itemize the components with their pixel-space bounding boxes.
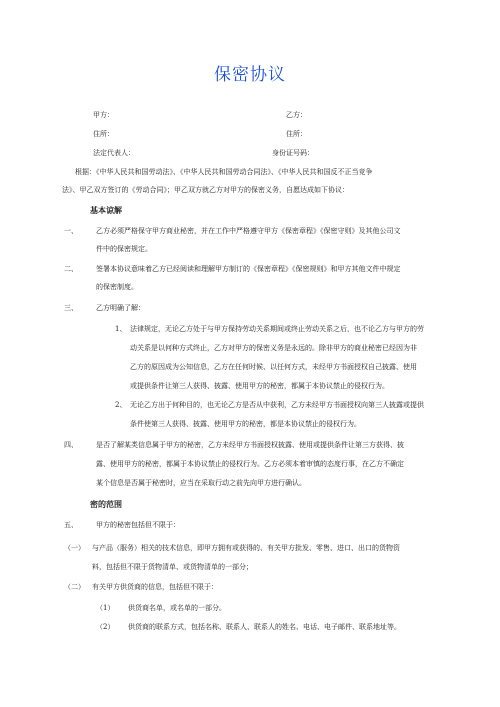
- sub-item-text: 法律规定，无论乙方处于与甲方保持劳动关系期间或终止劳动关系之后，也不论乙方与甲方的劳: [130, 325, 424, 333]
- basis-line: 法》、甲乙双方签订的《劳动合同》；甲乙双方就乙方对甲方的保密义务，自愿达成如下协议：: [62, 186, 349, 194]
- sub-item-number: 1、: [115, 325, 127, 333]
- sub-item-number: （二）: [64, 583, 85, 591]
- item-number: 二、: [64, 265, 78, 273]
- item-text: 乙方明确了解：: [96, 304, 145, 312]
- item-text: 签署本协议意味着乙方已经阅读和理解甲方制订的《保密章程》《保密规则》和甲方其他文件中规定: [96, 265, 401, 273]
- address-b-label: 住所：: [286, 130, 307, 138]
- sub-item-text: 无论乙方出于何种目的，也无论乙方是否从中获利，乙方未经甲方书面授权向第三人披露或提供: [130, 401, 424, 409]
- item-text: 露、使用甲方的秘密，都属于本协议禁止的侵权行为。乙方必须本着审慎的态度行事，在乙方不确定: [96, 460, 404, 468]
- sub-item-text: 与产品（服务）相关的技术信息，即甲方拥有或获得的、有关甲方批发、零售、进口、出口的货物资: [92, 544, 400, 552]
- sub-item-text: 动关系是以何种方式终止，乙方对甲方的保密义务是永远的。除非甲方的商业秘密已经因为非: [130, 344, 417, 352]
- sub-item-text: 或提供条件让第三人获得、披露、使用甲方的秘密，都属于本协议禁止的侵权行为。: [130, 382, 389, 390]
- sub-item-text: 条件使第三人获得、披露、使用甲方的秘密，都是本协议禁止的侵权行为。: [130, 420, 361, 428]
- address-a-label: 住所：: [93, 130, 114, 138]
- item-text: 的保密制度。: [96, 283, 138, 291]
- list-item-number: （2）: [96, 623, 115, 631]
- item-number: 一、: [64, 227, 78, 235]
- sub-item-number: （一）: [64, 544, 85, 552]
- legal-rep-label: 法定代表人：: [93, 149, 135, 157]
- list-item-text: 供货商名单，或名单的一部分。: [128, 604, 226, 612]
- item-number: 五、: [64, 521, 78, 529]
- party-a-label: 甲方：: [93, 111, 114, 119]
- sub-item-text: 料，包括但不限于货物清单、或货物清单的一部分；: [92, 563, 253, 571]
- id-number-label: 身份证号码：: [272, 149, 314, 157]
- item-text: 乙方必须严格保守甲方商业秘密，并在工作中严格遵守甲方《保密章程》《保密守则》及其他公司文: [96, 227, 401, 235]
- document-title: 保密协议: [214, 65, 286, 85]
- sub-item-text: 有关甲方供货商的信息，包括但不限于：: [92, 583, 218, 591]
- section-heading: 基本谅解: [90, 206, 122, 215]
- item-text: 是否了解某类信息属于甲方的秘密，乙方未经甲方书面授权披露、使用或提供条件让第三方获得、披: [96, 441, 404, 449]
- item-text: 甲方的秘密包括但不限于：: [96, 521, 180, 529]
- basis-line: 根据：《中华人民共和国劳动法》、《中华人民共和国劳动合同法》、《中华人民共和国反不正当竞争: [75, 168, 373, 176]
- sub-item-text: 乙方的原因成为公知信息，乙方在任何时候、以任何方式，未经甲方书面授权自己披露、使用: [130, 363, 417, 371]
- item-text: 件中的保密规定。: [96, 245, 152, 253]
- party-b-label: 乙方：: [286, 111, 307, 119]
- item-text: 某个信息是否属于秘密时，应当在采取行动之前先向甲方进行确认。: [96, 479, 306, 487]
- sub-item-number: 2、: [115, 401, 127, 409]
- section-heading: 密的范围: [90, 500, 122, 509]
- item-number: 三、: [64, 304, 78, 312]
- list-item-text: 供货商的联系方式，包括名称、联系人、联系人的姓名、电话、电子邮件、联系地址等。: [128, 623, 401, 631]
- list-item-number: （1）: [96, 604, 115, 612]
- item-number: 四、: [64, 441, 78, 449]
